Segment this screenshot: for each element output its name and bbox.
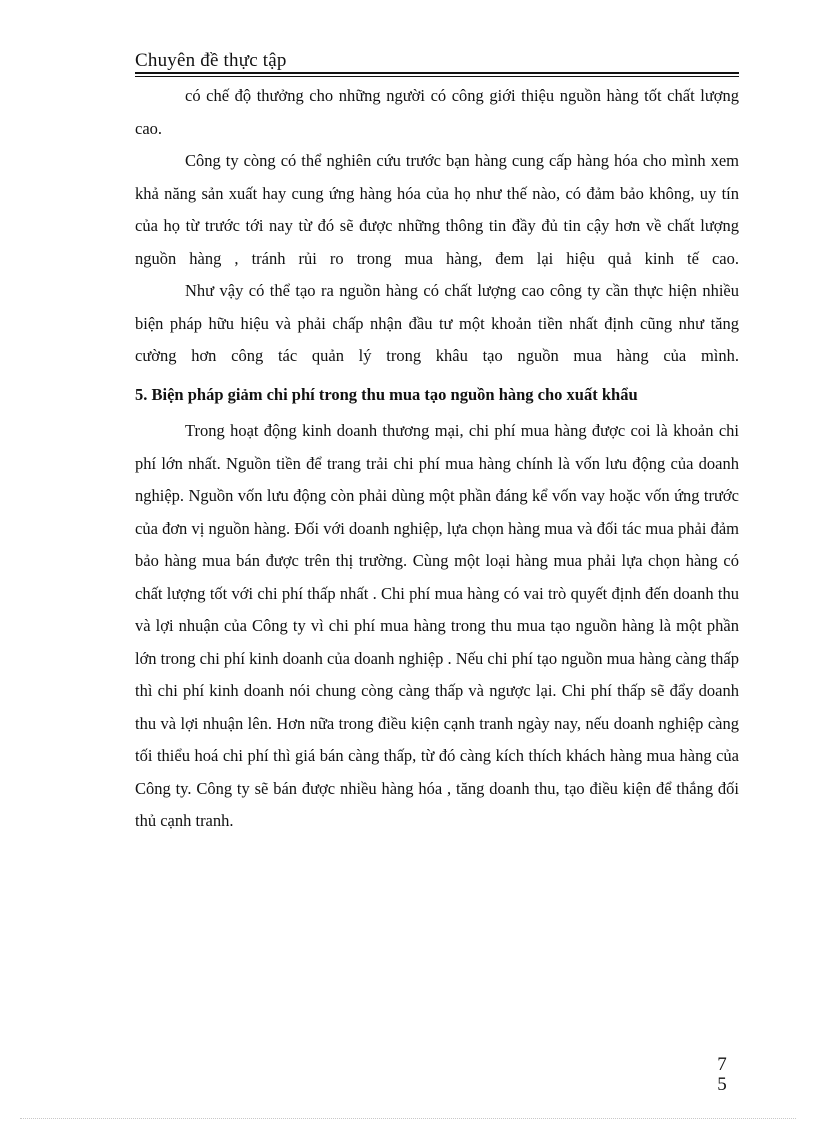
page-number-line-2: 5 xyxy=(717,1074,727,1095)
header-rule-thin xyxy=(135,76,739,77)
paragraph-1: có chế độ thưởng cho những người có công giới thiệu nguồn hàng tốt chất lượng cao. xyxy=(135,86,739,138)
document-body xyxy=(135,80,739,838)
page-bottom-dotted-border xyxy=(20,1118,796,1119)
paragraph-2: Công ty còng có thể nghiên cứu trước bạn hàng cung cấp hàng hóa cho mình xem khả năng sản xuất hay cung ứng hàng hóa của họ như thế nào, có đảm bảo không, uy tín của họ từ trước tới nay từ đó sẽ được những thông tin đầy đủ tin cậy hơn về chất lượng nguồn hàng , tránh rủi ro trong mua hàng, đem lại hiệu quả kinh tế cao. xyxy=(135,151,739,268)
section-heading: 5. Biện pháp giảm chi phí trong thu mua tạo nguồn hàng cho xuất khẩu xyxy=(135,384,638,404)
header-title: Chuyên đề thực tập xyxy=(135,50,287,71)
section-paragraph: Trong hoạt động kinh doanh thương mại, chi phí mua hàng được coi là khoản chi phí lớn nhất. Nguồn tiền để trang trải chi phí mua hàng chính là vốn lưu động của doanh nghiệp. Nguồn vốn lưu động còn phải dùng một phần đáng kể vốn vay hoặc vốn ứng trước của đơn vị nguồn hàng. Đối với doanh nghiệp, lựa chọn hàng mua và đối tác mua phải đảm bảo hàng mua bán được trên thị trường. Cùng một loại hàng mua phải lựa chọn hàng có chất lượng tốt với chi phí thấp nhất . Chi phí mua hàng có vai trò quyết định đến doanh thu và lợi nhuận của Công ty vì chi phí mua hàng trong thu mua tạo nguồn hàng là một phần lớn trong chi phí kinh doanh của doanh nghiệp . Nếu chi phí tạo nguồn mua hàng càng thấp thì chi phí kinh doanh nói chung còng càng thấp và ngược lại. Chi phí thấp sẽ đẩy doanh thu và lợi nhuận lên. Hơn nữa trong điều kiện cạnh tranh ngày nay, nếu doanh nghiệp càng tối thiểu hoá chi phí thì giá bán càng thấp, từ đó càng kích thích khách hàng mua hàng của Công ty. Công ty sẽ bán được nhiều hàng hóa , tăng doanh thu, tạo điều kiện để thắng đối thủ cạnh tranh. xyxy=(135,421,739,830)
paragraph-3: Như vậy có thể tạo ra nguồn hàng có chất lượng cao công ty cần thực hiện nhiều biện pháp hữu hiệu và phải chấp nhận đầu tư một khoản tiền nhất định cũng như tăng cường hơn công tác quản lý trong khâu tạo nguồn mua hàng của mình. xyxy=(135,281,739,365)
header-rule-thick xyxy=(135,72,739,74)
page-number-line-1: 7 xyxy=(717,1054,727,1075)
page-number xyxy=(716,1055,728,1095)
